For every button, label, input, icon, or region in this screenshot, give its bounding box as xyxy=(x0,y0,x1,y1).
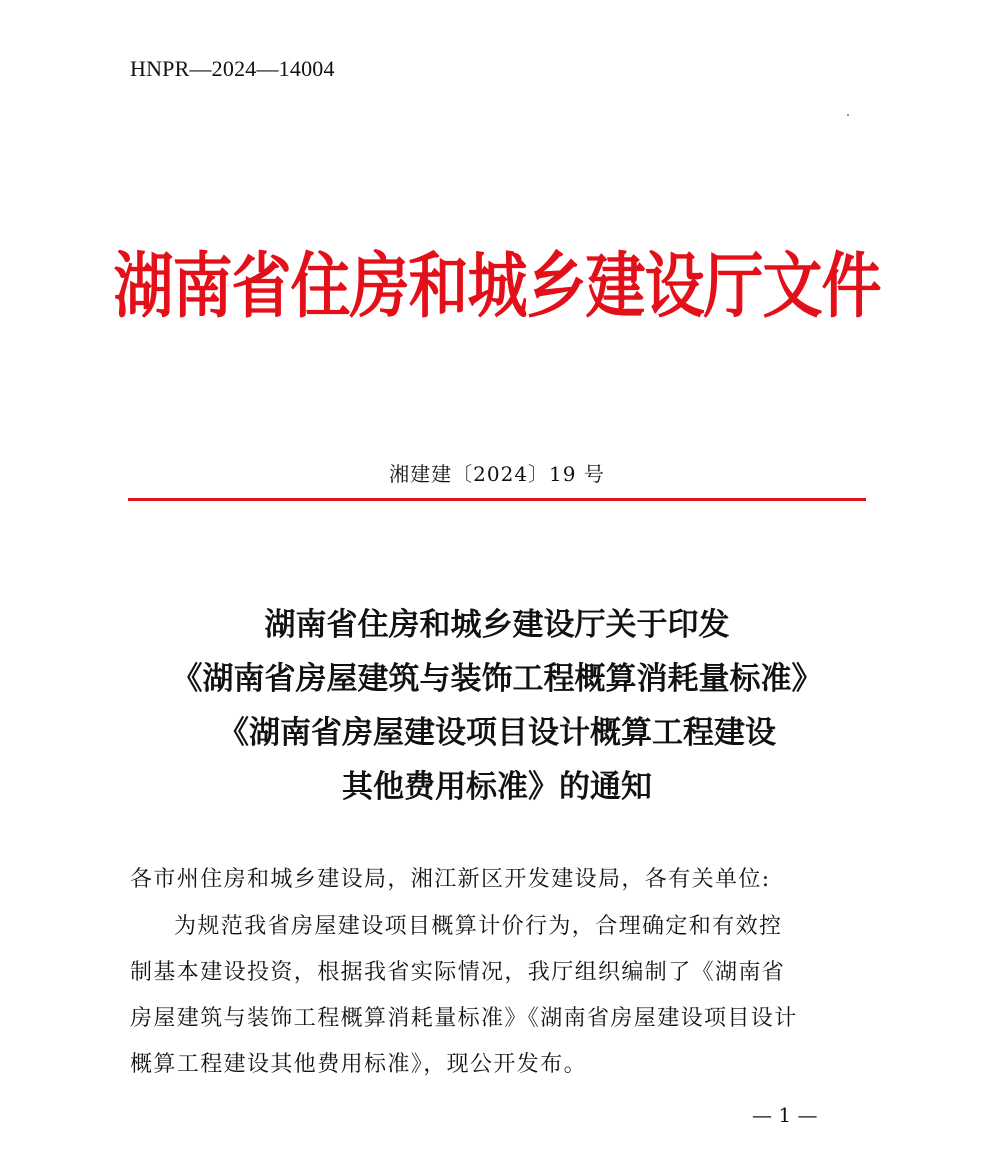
notice-title xyxy=(0,598,994,814)
body-line: 制基本建设投资，根据我省实际情况，我厅组织编制了《湖南省 xyxy=(130,960,786,985)
body-line: 房屋建筑与装饰工程概算消耗量标准》《湖南省房屋建设项目设计 xyxy=(130,1006,798,1031)
document-code: HNPR—2024—14004 xyxy=(130,56,335,81)
masthead-title: 湖南省住房和城乡建设厅文件 xyxy=(113,245,881,329)
body-paragraph xyxy=(130,904,864,1088)
document-number: 湘建建〔2024〕19 号 xyxy=(389,462,605,486)
red-divider-line xyxy=(128,498,866,501)
title-line: 湖南省住房和城乡建设厅关于印发 xyxy=(264,607,730,643)
title-line: 《湖南省房屋建筑与装饰工程概算消耗量标准》 xyxy=(171,661,823,697)
title-line: 其他费用标准》的通知 xyxy=(342,769,652,805)
body-line: 为规范我省房屋建设项目概算计价行为，合理确定和有效控 xyxy=(174,914,783,939)
title-line: 《湖南省房屋建设项目设计概算工程建设 xyxy=(218,715,776,751)
page-number: — 1 — xyxy=(752,1103,818,1127)
scan-dot xyxy=(847,114,849,116)
body-line: 概算工程建设其他费用标准》，现公开发布。 xyxy=(130,1052,588,1077)
salutation: 各市州住房和城乡建设局，湘江新区开发建设局，各有关单位: xyxy=(130,867,771,892)
